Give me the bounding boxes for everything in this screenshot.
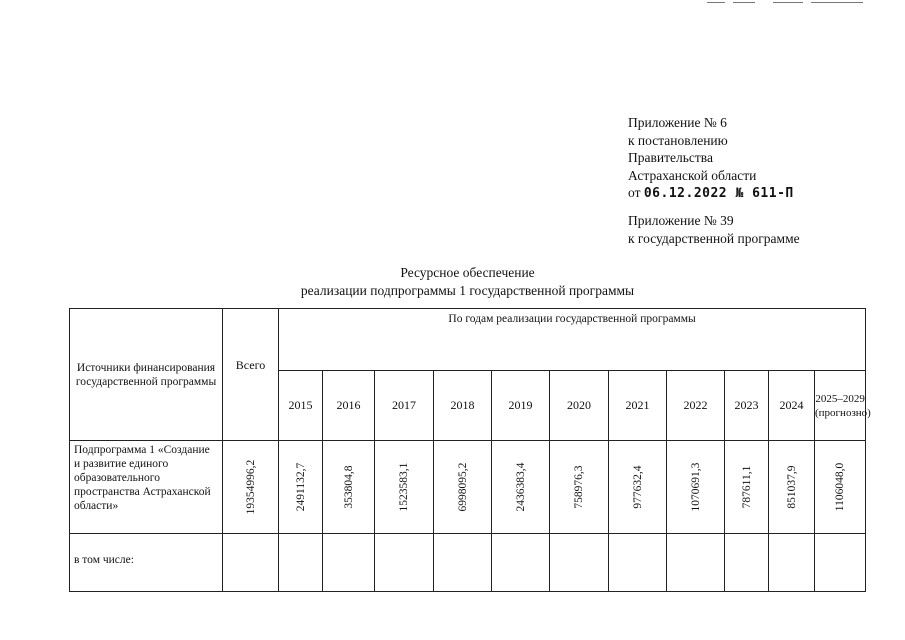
- value-2019: 2436383,4: [514, 462, 527, 512]
- value-2023: 787611,1: [740, 465, 753, 509]
- empty-cell: [375, 534, 434, 592]
- value-cell: [609, 441, 667, 534]
- empty-cell: [667, 534, 725, 592]
- empty-cell: [725, 534, 769, 592]
- period-header-2025-2029: 2025–2029 (прогнозно): [815, 371, 866, 441]
- empty-cell: [609, 534, 667, 592]
- appendix-6-block: [628, 114, 794, 203]
- appendix-39-line2: к государственной программе: [628, 230, 800, 246]
- date-stamp: 06.12.2022 № 611-П: [643, 186, 794, 201]
- empty-cell: [223, 534, 279, 592]
- table-row: [70, 441, 866, 534]
- year-header: 2015: [279, 371, 323, 441]
- value-cell: [492, 441, 550, 534]
- value-cell: [550, 441, 609, 534]
- year-header: 2024: [769, 371, 815, 441]
- resource-table: [69, 308, 871, 592]
- value-cell: [434, 441, 492, 534]
- appendix-6-line2: к постановлению: [628, 132, 728, 148]
- year-header: 2016: [323, 371, 375, 441]
- table-row: [70, 534, 866, 592]
- scan-marks: [707, 0, 867, 6]
- appendix-6-date: [628, 184, 794, 203]
- appendix-6-line3: Правительства: [628, 150, 713, 165]
- value-cell: [769, 441, 815, 534]
- year-header: 2022: [667, 371, 725, 441]
- value-2018: 6998095,2: [456, 462, 469, 512]
- year-header: 2018: [434, 371, 492, 441]
- header-row-1: [70, 309, 866, 371]
- year-header: 2020: [550, 371, 609, 441]
- value-cell: [725, 441, 769, 534]
- empty-cell: [550, 534, 609, 592]
- header-total: Всего: [223, 309, 279, 441]
- value-cell: [815, 441, 866, 534]
- empty-cell: [323, 534, 375, 592]
- document-title: [70, 264, 865, 299]
- year-header: 2021: [609, 371, 667, 441]
- header-sources: Источники финансирования государственной программы: [70, 309, 223, 441]
- value-2022: 1070691,3: [689, 462, 702, 512]
- total-cell: [223, 441, 279, 534]
- value-2017: 1523583,1: [398, 462, 410, 512]
- appendix-39-title: Приложение № 39: [628, 213, 734, 228]
- title-line-2: реализации подпрограммы 1 государственной программы: [300, 282, 635, 298]
- value-cell: [375, 441, 434, 534]
- including-label: в том числе:: [70, 534, 223, 592]
- value-2024: 851037,9: [785, 465, 798, 509]
- value-2020: 758976,3: [573, 465, 585, 509]
- appendix-39-block: [628, 212, 800, 247]
- appendix-6-title: Приложение № 6: [628, 115, 727, 130]
- value-2021: 977632,4: [631, 465, 644, 509]
- date-prefix: от: [628, 185, 644, 200]
- total-value: 19354996,2: [244, 459, 257, 515]
- value-cell: [323, 441, 375, 534]
- value-2015: 2491132,7: [294, 462, 307, 512]
- year-header: 2019: [492, 371, 550, 441]
- title-line-1: Ресурсное обеспечение: [400, 265, 535, 280]
- empty-cell: [815, 534, 866, 592]
- empty-cell: [279, 534, 323, 592]
- value-cell: [667, 441, 725, 534]
- value-cell: [279, 441, 323, 534]
- empty-cell: [492, 534, 550, 592]
- subprogram-name: Подпрограмма 1 «Создание и развитие единого образовательного пространства Астраханской области»: [70, 441, 223, 534]
- appendix-6-line4: Астраханской области: [628, 167, 757, 183]
- value-2016: 353804,8: [342, 465, 355, 509]
- year-header: 2023: [725, 371, 769, 441]
- value-2025-2029: 1106048,0: [834, 462, 847, 512]
- header-years: По годам реализации государственной программы: [279, 309, 866, 371]
- year-header: 2017: [375, 371, 434, 441]
- empty-cell: [769, 534, 815, 592]
- empty-cell: [434, 534, 492, 592]
